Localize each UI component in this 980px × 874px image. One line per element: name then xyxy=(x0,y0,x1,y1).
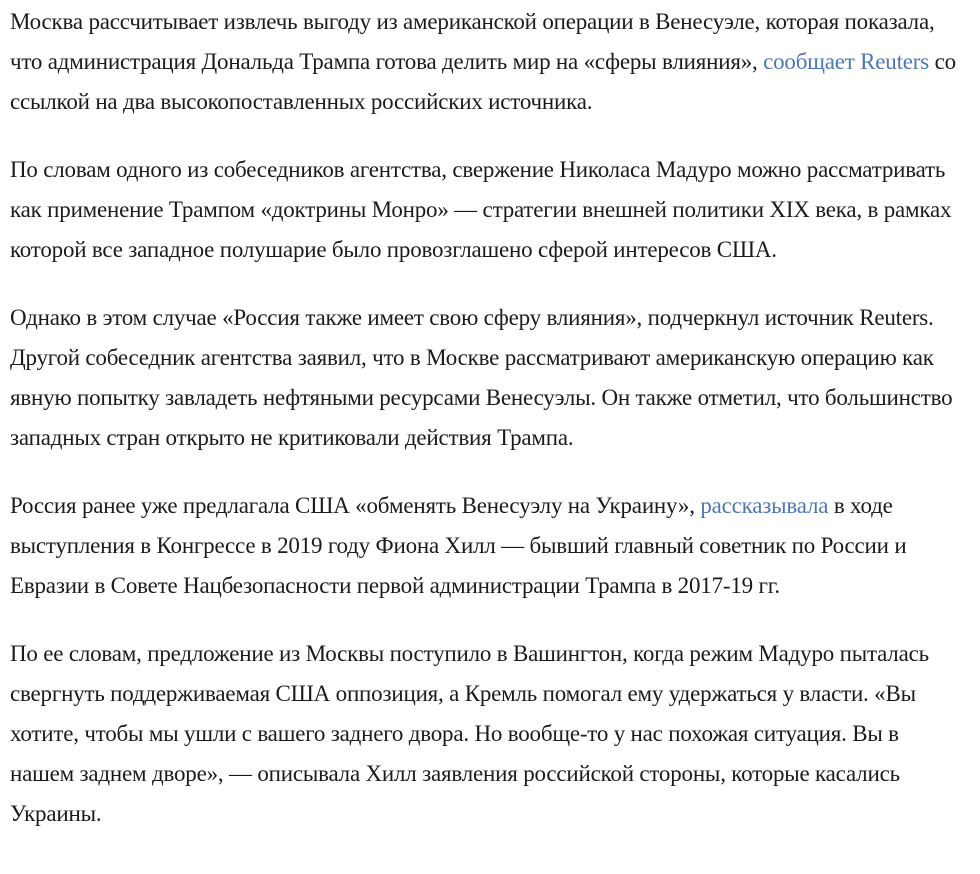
paragraph-text: По словам одного из собеседников агентства, свержение Николаса Мадуро можно рассматривать как применение Трампом «доктрины Монро» — стратегии внешней политики XIX века, в рамках которой все западное полушарие было провозглашено сферой интересов США. xyxy=(10,157,952,262)
paragraph-text: со ссылкой на два высокопоставленных российских источника. xyxy=(10,49,956,114)
inline-link-rasskazyvala[interactable]: рассказывала xyxy=(700,493,829,518)
paragraph-3 xyxy=(10,298,964,458)
paragraph-5 xyxy=(10,634,964,834)
paragraph-4 xyxy=(10,486,964,606)
paragraph-2 xyxy=(10,150,964,270)
paragraph-1 xyxy=(10,2,964,122)
paragraph-text: Москва рассчитывает извлечь выгоду из американской операции в Венесуэле, которая показала, что администрация Дональда Трампа готова делить мир на «сферы влияния», xyxy=(10,9,935,74)
paragraph-text: Россия ранее уже предлагала США «обменять Венесуэлу на Украину», xyxy=(10,493,701,518)
paragraph-text: Однако в этом случае «Россия также имеет свою сферу влияния», подчеркнул источник Reuters. Другой собеседник агентства заявил, что в Москве рассматривают американскую операцию как явную попытку завладеть нефтяными ресурсами Венесуэлы. Он также отметил, что большинство западных стран открыто не критиковали действия Трампа. xyxy=(10,305,953,450)
paragraph-text: По ее словам, предложение из Москвы поступило в Вашингтон, когда режим Мадуро пыталась свергнуть поддерживаемая США оппозиция, а Кремль помогал ему удержаться у власти. «Вы хотите, чтобы мы ушли с вашего заднего двора. Но вообще-то у нас похожая ситуация. Вы в нашем заднем дворе», — описывала Хилл заявления российской стороны, которые касались Украины. xyxy=(10,641,929,826)
inline-link-reuters[interactable]: сообщает Reuters xyxy=(763,49,930,74)
paragraph-text: в ходе выступления в Конгрессе в 2019 году Фиона Хилл — бывший главный советник по России и Евразии в Совете Нацбезопасности первой администрации Трампа в 2017-19 гг. xyxy=(10,493,907,598)
